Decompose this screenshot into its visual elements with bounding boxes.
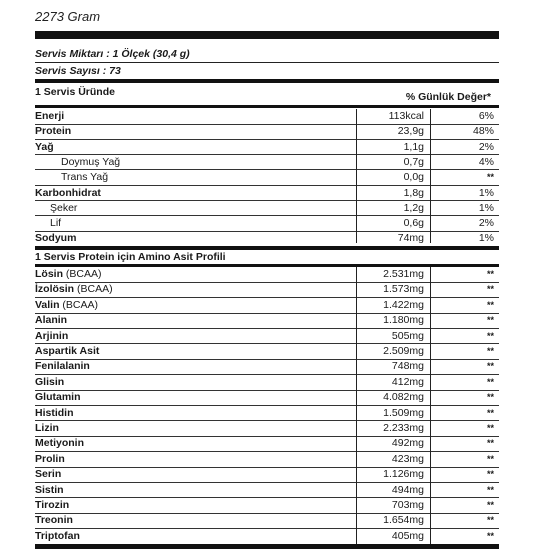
- amino-name: [35, 529, 80, 544]
- nutrient-name: Lif: [50, 217, 62, 230]
- amino-name-text: Tirozin: [35, 499, 70, 511]
- amino-name-text: Triptofan: [35, 529, 80, 542]
- amino-name: [35, 421, 59, 436]
- amino-amount: 405mg: [391, 529, 424, 542]
- amino-name: [35, 375, 64, 390]
- amino-daily-value: **: [486, 500, 494, 510]
- amino-amount: 1.654mg: [383, 514, 424, 527]
- nutrient-daily-value: 1%: [478, 201, 494, 214]
- amino-name-text: Sistin: [35, 483, 64, 496]
- nutrient-amount: 23,9g: [397, 125, 424, 138]
- amino-daily-value: **: [486, 469, 494, 480]
- amino-name: [35, 313, 67, 328]
- column-divider: [356, 267, 357, 544]
- nutrient-amount: 74mg: [397, 232, 424, 245]
- amino-daily-value: **: [486, 315, 494, 326]
- amino-daily-value: **: [486, 284, 494, 295]
- amino-title: 1 Servis Protein için Amino Asit Profili: [35, 251, 226, 263]
- nutrient-daily-value: 6%: [478, 110, 494, 122]
- nutrient-name: Trans Yağ: [61, 171, 109, 184]
- top-thick-bar: [35, 31, 499, 39]
- amino-name: [35, 282, 113, 297]
- amino-daily-value: **: [486, 346, 494, 356]
- nutrient-daily-value: 1%: [478, 232, 494, 245]
- amino-daily-value: **: [486, 530, 494, 541]
- nutrient-amount: 1,2g: [403, 201, 424, 214]
- amino-name: [35, 467, 61, 482]
- column-divider: [356, 109, 357, 243]
- amino-daily-value: **: [486, 376, 494, 387]
- amino-name: [35, 298, 98, 313]
- nutrient-name: Doymuş Yağ: [61, 155, 121, 168]
- nutrient-name: Karbonhidrat: [35, 186, 101, 199]
- amino-name: [35, 452, 65, 467]
- amino-daily-value: **: [486, 361, 494, 372]
- amino-name-text: Glisin: [35, 375, 65, 388]
- nutrient-amount: 0,0g: [403, 171, 424, 184]
- amino-daily-value: **: [486, 438, 494, 449]
- amino-name-text: Fenilalanin: [35, 360, 90, 373]
- amino-name-text: Valin: [35, 298, 60, 311]
- amino-name-text: Histidin: [35, 406, 74, 419]
- servings-count: Servis Sayısı : 73: [35, 65, 121, 77]
- amino-daily-value: **: [486, 392, 494, 403]
- nutrient-daily-value: 2%: [478, 140, 494, 153]
- amino-name-text: Alanin: [35, 314, 68, 327]
- amino-amount: 1.509mg: [383, 406, 424, 419]
- amino-name: [35, 436, 84, 451]
- amino-name: [35, 359, 90, 374]
- amino-bcaa-tag: (BCAA): [59, 298, 99, 311]
- amino-name: [35, 267, 102, 282]
- amino-amount: 505mg: [391, 329, 424, 342]
- amino-name-text: Treonin: [35, 514, 73, 527]
- column-divider: [430, 109, 431, 243]
- amino-name-text: İzolösin: [35, 283, 75, 296]
- nutrient-daily-value: 1%: [478, 186, 494, 199]
- bottom-bar: [35, 544, 499, 549]
- amino-name-text: Lizin: [35, 422, 59, 434]
- nutrient-daily-value: 48%: [472, 125, 494, 138]
- section-bar: [35, 79, 499, 83]
- amino-name-text: Prolin: [35, 452, 65, 465]
- amino-daily-value: **: [486, 515, 494, 526]
- amino-name-text: Serin: [35, 468, 62, 481]
- amino-daily-value: **: [486, 423, 494, 433]
- amino-name: [35, 513, 73, 528]
- amino-name-text: Metiyonin: [35, 437, 84, 450]
- amino-amount: 748mg: [391, 360, 424, 373]
- amino-bar-top: [35, 246, 499, 250]
- nutrient-name: Şeker: [50, 201, 78, 214]
- amino-amount: 4.082mg: [383, 391, 424, 404]
- amino-amount: 423mg: [391, 452, 424, 465]
- nutrient-name: Protein: [35, 125, 72, 138]
- nutrient-daily-value: 4%: [478, 155, 494, 168]
- amino-amount: 492mg: [391, 437, 424, 450]
- column-divider: [430, 267, 431, 544]
- amino-bcaa-tag: (BCAA): [63, 268, 102, 280]
- amino-amount: 2.233mg: [383, 422, 424, 434]
- nutrient-name: Enerji: [35, 110, 65, 122]
- amino-name: [35, 483, 64, 498]
- nutrient-amount: 0,6g: [403, 217, 424, 230]
- nutrient-amount: 1,8g: [403, 186, 424, 199]
- amino-amount: 1.126mg: [383, 468, 424, 481]
- amino-amount: 1.573mg: [383, 283, 424, 296]
- nutrient-amount: 0,7g: [403, 155, 424, 168]
- nutrient-name: Yağ: [35, 140, 54, 153]
- daily-value-label: % Günlük Değer*: [405, 91, 491, 103]
- amino-name: [35, 406, 74, 421]
- amino-daily-value: **: [486, 330, 494, 341]
- separator: [35, 62, 499, 63]
- amino-amount: 703mg: [391, 499, 424, 511]
- nutrient-daily-value: **: [486, 172, 494, 183]
- amino-name-text: Arjinin: [35, 329, 69, 342]
- amino-name: [35, 390, 81, 405]
- amino-name: [35, 329, 68, 344]
- amino-daily-value: **: [486, 407, 494, 418]
- serving-size: Servis Miktarı : 1 Ölçek (30,4 g): [35, 48, 190, 60]
- nutrient-amount: 1,1g: [403, 140, 424, 153]
- amino-daily-value: **: [486, 453, 494, 464]
- amino-daily-value: **: [486, 484, 494, 495]
- amino-daily-value: **: [486, 269, 494, 279]
- header-bar: [35, 105, 499, 108]
- amino-amount: 1.180mg: [383, 314, 424, 327]
- amino-name-text: Aspartik Asit: [35, 345, 100, 357]
- amino-amount: 412mg: [391, 375, 424, 388]
- nutrient-name: Sodyum: [35, 232, 77, 245]
- weight-label: 2273 Gram: [35, 9, 101, 24]
- amino-amount: 2.531mg: [383, 268, 424, 280]
- amino-name: [35, 344, 99, 359]
- nutrient-amount: 113kcal: [388, 110, 424, 122]
- amino-name-text: Glutamin: [35, 391, 81, 404]
- amino-amount: 1.422mg: [383, 298, 424, 311]
- amino-bcaa-tag: (BCAA): [74, 283, 113, 296]
- amino-daily-value: **: [486, 299, 494, 310]
- nutrient-daily-value: 2%: [478, 217, 494, 230]
- amino-amount: 494mg: [391, 483, 424, 496]
- amino-name-text: Lösin: [35, 268, 63, 280]
- amino-name: [35, 498, 69, 513]
- per-serving-label: 1 Servis Üründe: [35, 86, 115, 98]
- amino-amount: 2.509mg: [383, 345, 424, 357]
